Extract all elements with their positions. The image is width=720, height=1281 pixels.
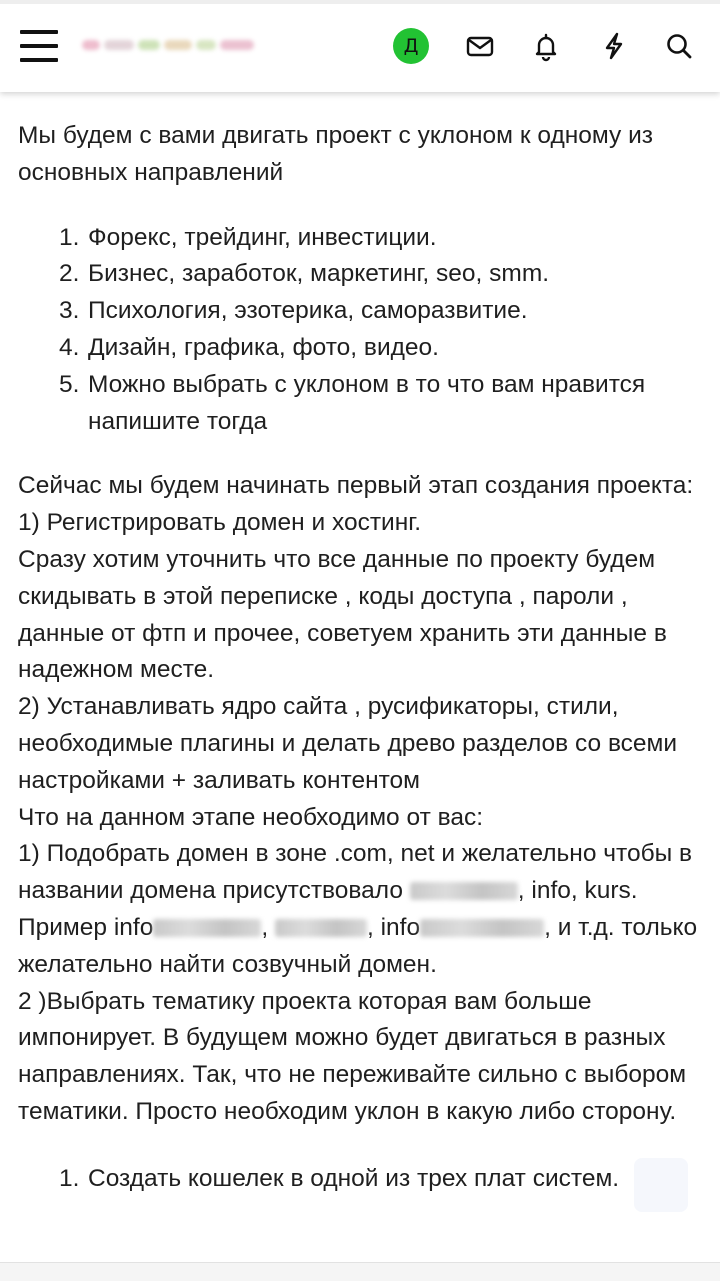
stage-description — [18, 468, 706, 1130]
bottom-bar — [0, 1262, 720, 1281]
steps-list — [18, 1161, 706, 1198]
list-item: 5. Можно выбрать с уклоном в то что вам нравится напишите тогда — [59, 370, 646, 435]
directions-list — [18, 220, 706, 441]
redacted-text — [420, 919, 544, 937]
bell-icon[interactable] — [530, 30, 562, 62]
paragraph: 1) Регистрировать домен и хостинг. — [18, 509, 422, 537]
redacted-text — [410, 882, 518, 900]
paragraph: Сразу хотим уточнить что все данные по проекту будем скидывать в этой переписке , коды доступа , пароли , данные от фтп и прочее, советуем хранить эти данные в надежном месте. — [18, 545, 667, 684]
status-divider — [0, 0, 720, 4]
app-header — [0, 0, 720, 92]
redacted-text — [275, 919, 367, 937]
avatar[interactable]: Д — [393, 28, 429, 64]
scroll-top-button[interactable] — [634, 1158, 688, 1212]
redacted-text — [153, 919, 261, 937]
list-item: 1. Форекс, трейдинг, инвестиции. — [59, 223, 437, 251]
mail-icon[interactable] — [464, 30, 496, 62]
search-icon[interactable] — [663, 30, 695, 62]
menu-icon[interactable] — [20, 30, 58, 62]
list-item: 1. Создать кошелек в одной из трех плат систем. — [59, 1164, 620, 1192]
paragraph: Что на данном этапе необходимо от вас: — [18, 803, 484, 831]
paragraph: 2 )Выбрать тематику проекта которая вам больше импонирует. В будущем можно будет двигаться в разных направлениях. Так, что не переживайте сильно с выбором тематики. Просто необходим уклон в какую либо сторону. — [18, 987, 687, 1125]
paragraph: 2) Устанавливать ядро сайта , русификаторы, стили, необходимые плагины и делать древо разделов со всеми настройками + заливать контентом — [18, 693, 678, 794]
list-item: 2. Бизнес, заработок, маркетинг, seo, smm. — [59, 260, 550, 288]
paragraph: 1) Подобрать домен в зоне .com, net и желательно чтобы в названии домена присутствовало , info, kurs. Пример info , , info , и т.д. только желательно найти созвучный домен. — [18, 840, 698, 978]
list-item: 3. Психология, эзотерика, саморазвитие. — [59, 297, 528, 325]
list-item: 4. Дизайн, графика, фото, видео. — [59, 333, 439, 361]
lightning-icon[interactable] — [598, 30, 630, 62]
message-body — [18, 94, 706, 1198]
paragraph: Сейчас мы будем начинать первый этап создания проекта: — [18, 472, 694, 500]
intro-text: Мы будем с вами двигать проект с уклоном к одному из основных направлений — [18, 122, 653, 186]
site-logo[interactable] — [82, 40, 254, 52]
